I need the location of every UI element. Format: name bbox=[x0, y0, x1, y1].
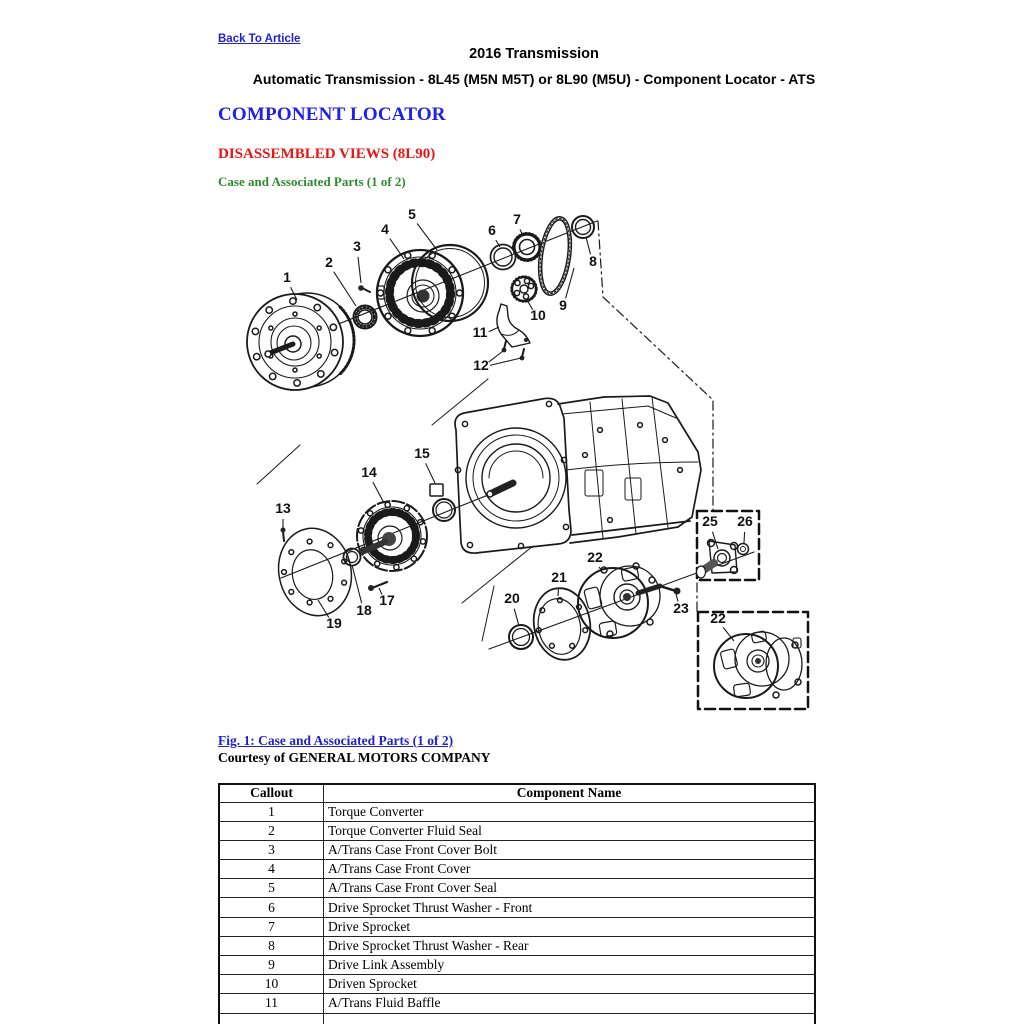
figure-caption-link[interactable]: Fig. 1: Case and Associated Parts (1 of 2) bbox=[218, 733, 454, 748]
table-row bbox=[219, 975, 815, 994]
diagram-callout-4: 4 bbox=[381, 221, 389, 237]
callout-leader-line bbox=[373, 482, 384, 503]
diagram-callout-15: 15 bbox=[414, 445, 430, 461]
component-name-cell: Torque Converter bbox=[324, 802, 816, 821]
diagram-callout-1: 1 bbox=[283, 269, 291, 285]
callout-leader-line bbox=[489, 351, 503, 362]
callout-cell: 5 bbox=[219, 879, 324, 898]
table-row bbox=[219, 840, 815, 859]
callout-cell: 11 bbox=[219, 994, 324, 1013]
callout-column-header: Callout bbox=[219, 784, 324, 802]
section-heading: COMPONENT LOCATOR bbox=[218, 104, 446, 125]
callout-leader-line bbox=[417, 223, 437, 250]
diagram-callout-19: 19 bbox=[326, 615, 342, 631]
callout-leader-line bbox=[490, 358, 521, 365]
figure-credit: Courtesy of GENERAL MOTORS COMPANY bbox=[218, 750, 491, 765]
component-name-cell: Drive Sprocket Thrust Washer - Front bbox=[324, 898, 816, 917]
callout-cell: 4 bbox=[219, 860, 324, 879]
callout-leader-line bbox=[558, 588, 559, 596]
disassembled-views-heading: DISASSEMBLED VIEWS (8L90) bbox=[218, 146, 436, 162]
callout-leader-line bbox=[334, 272, 356, 306]
diagram-callout-22: 22 bbox=[710, 610, 726, 626]
table-row bbox=[219, 802, 815, 821]
diagram-callout-13: 13 bbox=[275, 500, 291, 516]
component-name-cell: Driven Sprocket bbox=[324, 975, 816, 994]
table-row bbox=[219, 879, 815, 898]
component-name-cell: A/Trans Case Front Cover Bolt bbox=[324, 840, 816, 859]
component-name-cell: Drive Link Assembly bbox=[324, 956, 816, 975]
callout-cell: 1 bbox=[219, 802, 324, 821]
component-name-cell: Drive Sprocket Thrust Washer - Rear bbox=[324, 936, 816, 955]
callout-leader-line bbox=[489, 327, 499, 332]
table-row-clipped bbox=[219, 1013, 815, 1024]
diagram-callout-26: 26 bbox=[737, 513, 753, 529]
callout-leader-line bbox=[514, 609, 519, 626]
diagram-callout-14: 14 bbox=[361, 464, 377, 480]
diagram-callout-3: 3 bbox=[353, 238, 361, 254]
table-header-row bbox=[219, 784, 815, 802]
back-to-article-link[interactable]: Back To Article bbox=[218, 33, 301, 45]
diagram-callout-23: 23 bbox=[673, 600, 689, 616]
diagram-callout-7: 7 bbox=[513, 211, 521, 227]
diagram-callout-10: 10 bbox=[530, 307, 546, 323]
component-name-cell: A/Trans Case Front Cover bbox=[324, 860, 816, 879]
diagram-callout-17: 17 bbox=[379, 592, 395, 608]
diagram-callout-5: 5 bbox=[408, 206, 416, 222]
diagram-callout-8: 8 bbox=[589, 253, 597, 269]
table-row bbox=[219, 956, 815, 975]
callout-cell: 8 bbox=[219, 936, 324, 955]
diagram-callout-6: 6 bbox=[488, 222, 496, 238]
component-table bbox=[218, 783, 816, 1024]
component-name-cell: Torque Converter Fluid Seal bbox=[324, 821, 816, 840]
callout-cell: 9 bbox=[219, 956, 324, 975]
diagram-callout-2: 2 bbox=[325, 254, 333, 270]
diagram-callout-11: 11 bbox=[472, 324, 488, 340]
component-name-cell: Drive Sprocket bbox=[324, 917, 816, 936]
callout-leader-line bbox=[358, 257, 361, 283]
diagram-callout-25: 25 bbox=[702, 513, 718, 529]
table-row bbox=[219, 994, 815, 1013]
page-title: 2016 Transmission bbox=[469, 46, 599, 62]
callout-leader-line bbox=[744, 532, 745, 543]
diagram-callout-21: 21 bbox=[551, 569, 567, 585]
diagram-callout-20: 20 bbox=[504, 590, 520, 606]
callout-cell: 6 bbox=[219, 898, 324, 917]
callout-leader-line bbox=[586, 237, 591, 254]
figure-heading: Case and Associated Parts (1 of 2) bbox=[218, 174, 406, 189]
callout-leader-line bbox=[352, 565, 362, 603]
page-subtitle: Automatic Transmission - 8L45 (M5N M5T) or 8L90 (M5U) - Component Locator - ATS bbox=[252, 71, 816, 87]
callout-cell: 7 bbox=[219, 917, 324, 936]
diagram-callout-12: 12 bbox=[473, 357, 489, 373]
component-table-body bbox=[219, 802, 815, 1024]
component-name-cell: A/Trans Fluid Baffle bbox=[324, 994, 816, 1013]
callout-leader-line bbox=[426, 463, 435, 483]
table-row bbox=[219, 898, 815, 917]
callout-cell: 3 bbox=[219, 840, 324, 859]
table-row bbox=[219, 936, 815, 955]
diagram-callout-18: 18 bbox=[356, 602, 372, 618]
diagram-callout-9: 9 bbox=[559, 297, 567, 313]
exploded-view-diagram bbox=[230, 195, 830, 730]
table-row bbox=[219, 917, 815, 936]
table-row bbox=[219, 821, 815, 840]
component-name-column-header: Component Name bbox=[324, 784, 816, 802]
callout-cell: 2 bbox=[219, 821, 324, 840]
callout-cell: 10 bbox=[219, 975, 324, 994]
diagram-callout-22: 22 bbox=[587, 549, 603, 565]
component-name-cell: A/Trans Case Front Cover Seal bbox=[324, 879, 816, 898]
table-row bbox=[219, 860, 815, 879]
